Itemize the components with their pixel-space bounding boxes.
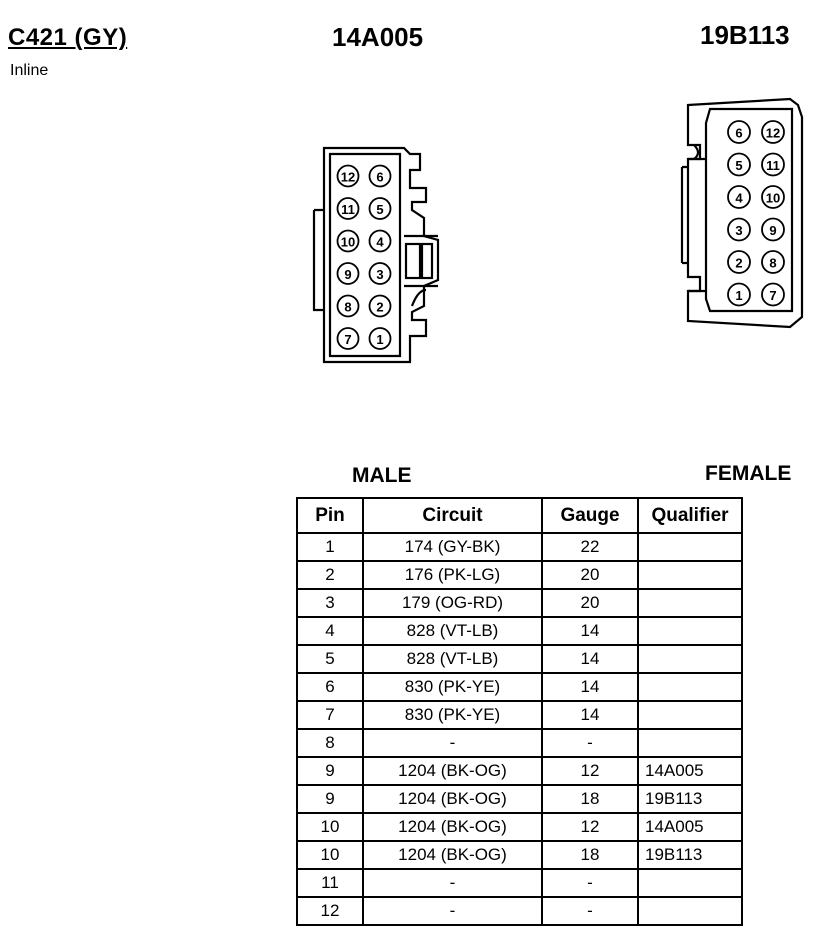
- circuit-cell: 828 (VT-LB): [363, 617, 542, 645]
- gauge-cell: 20: [542, 589, 638, 617]
- pin-cell: 10: [297, 841, 363, 869]
- qualifier-cell: 19B113: [638, 841, 742, 869]
- female-pin-label: 11: [766, 158, 780, 173]
- pin-cell: 11: [297, 869, 363, 897]
- table-header-row: [297, 498, 742, 533]
- male-pin-label: 8: [344, 299, 352, 315]
- female-pin-label: 9: [769, 223, 777, 238]
- header-qualifier: Qualifier: [638, 498, 742, 533]
- qualifier-cell: [638, 645, 742, 673]
- male-pin-5: [370, 198, 391, 219]
- circuit-cell: 830 (PK-YE): [363, 673, 542, 701]
- table-row: [297, 785, 742, 813]
- male-pin-10: [338, 231, 359, 252]
- male-pin-3: [370, 263, 391, 284]
- male-label: MALE: [352, 464, 412, 487]
- female-pin-label: 8: [769, 255, 777, 271]
- male-pin-label: 11: [341, 202, 355, 217]
- male-pin-label: 7: [344, 332, 352, 347]
- male-pin-label: 1: [376, 332, 384, 347]
- male-pin-label: 3: [376, 267, 384, 282]
- header-pin: Pin: [297, 498, 363, 533]
- female-pin-label: 1: [735, 288, 743, 303]
- table-row: [297, 841, 742, 869]
- part-number-female: 19B113: [700, 20, 790, 50]
- pin-cell: 2: [297, 561, 363, 589]
- male-pin-2: [370, 296, 391, 317]
- gauge-cell: 14: [542, 617, 638, 645]
- circuit-cell: 830 (PK-YE): [363, 701, 542, 729]
- qualifier-cell: [638, 897, 742, 925]
- table-row: [297, 869, 742, 897]
- qualifier-cell: 14A005: [638, 757, 742, 785]
- table-row: [297, 533, 742, 561]
- male-pin-7: [338, 328, 359, 349]
- gauge-cell: 12: [542, 813, 638, 841]
- male-pin-label: 4: [376, 234, 384, 250]
- gauge-cell: 18: [542, 785, 638, 813]
- pin-cell: 8: [297, 729, 363, 757]
- circuit-cell: 1204 (BK-OG): [363, 813, 542, 841]
- pinout-table: [296, 497, 743, 926]
- connector-id: C421 (GY): [8, 24, 128, 51]
- table-row: [297, 729, 742, 757]
- pin-cell: 5: [297, 645, 363, 673]
- female-pin-label: 4: [735, 190, 743, 206]
- pin-cell: 7: [297, 701, 363, 729]
- gauge-cell: 14: [542, 701, 638, 729]
- gauge-cell: -: [542, 869, 638, 897]
- male-pin-9: [338, 263, 359, 284]
- circuit-cell: -: [363, 897, 542, 925]
- pin-cell: 1: [297, 533, 363, 561]
- qualifier-cell: [638, 561, 742, 589]
- female-pin-11: [762, 154, 784, 176]
- circuit-cell: 1204 (BK-OG): [363, 785, 542, 813]
- gauge-cell: -: [542, 729, 638, 757]
- male-pin-4: [370, 231, 391, 252]
- circuit-cell: 1204 (BK-OG): [363, 757, 542, 785]
- circuit-cell: -: [363, 869, 542, 897]
- circuit-cell: 176 (PK-LG): [363, 561, 542, 589]
- table-row: [297, 645, 742, 673]
- gauge-cell: 14: [542, 673, 638, 701]
- female-pin-5: [728, 154, 750, 176]
- male-pin-label: 10: [340, 234, 356, 250]
- table-row: [297, 589, 742, 617]
- circuit-cell: 828 (VT-LB): [363, 645, 542, 673]
- pin-cell: 3: [297, 589, 363, 617]
- pin-cell: 9: [297, 757, 363, 785]
- female-pin-3: [728, 219, 750, 241]
- circuit-cell: -: [363, 729, 542, 757]
- female-pin-4: [728, 186, 750, 208]
- circuit-cell: 1204 (BK-OG): [363, 841, 542, 869]
- male-pin-12: [338, 166, 359, 187]
- header-gauge: Gauge: [542, 498, 638, 533]
- female-pin-6: [728, 121, 750, 143]
- circuit-cell: 179 (OG-RD): [363, 589, 542, 617]
- male-pin-6: [370, 166, 391, 187]
- gauge-cell: 18: [542, 841, 638, 869]
- gauge-cell: -: [542, 897, 638, 925]
- table-row: [297, 617, 742, 645]
- qualifier-cell: 14A005: [638, 813, 742, 841]
- male-connector-diagram: [300, 140, 450, 370]
- male-pin-1: [370, 328, 391, 349]
- gauge-cell: 22: [542, 533, 638, 561]
- table-row: [297, 813, 742, 841]
- qualifier-cell: 19B113: [638, 785, 742, 813]
- female-pin-1: [728, 284, 750, 306]
- pin-cell: 6: [297, 673, 363, 701]
- qualifier-cell: [638, 533, 742, 561]
- male-pin-label: 5: [376, 202, 384, 217]
- male-pin-label: 9: [344, 267, 352, 282]
- male-pin-11: [338, 198, 359, 219]
- male-pin-label: 2: [376, 299, 384, 315]
- pin-cell: 9: [297, 785, 363, 813]
- female-pin-label: 10: [765, 190, 781, 206]
- pin-cell: 12: [297, 897, 363, 925]
- header-circuit: Circuit: [363, 498, 542, 533]
- connector-type: Inline: [10, 62, 49, 79]
- female-pin-9: [762, 219, 784, 241]
- female-pin-label: 5: [735, 158, 743, 173]
- pin-cell: 4: [297, 617, 363, 645]
- table-row: [297, 897, 742, 925]
- circuit-cell: 174 (GY-BK): [363, 533, 542, 561]
- gauge-cell: 12: [542, 757, 638, 785]
- qualifier-cell: [638, 589, 742, 617]
- female-pin-10: [762, 186, 784, 208]
- qualifier-cell: [638, 869, 742, 897]
- male-pin-8: [338, 296, 359, 317]
- female-pin-7: [762, 284, 784, 306]
- female-pin-12: [762, 121, 784, 143]
- female-connector-diagram: [680, 95, 810, 335]
- female-pin-label: 2: [735, 255, 743, 271]
- gauge-cell: 20: [542, 561, 638, 589]
- qualifier-cell: [638, 729, 742, 757]
- qualifier-cell: [638, 673, 742, 701]
- female-label: FEMALE: [705, 462, 792, 485]
- pin-cell: 10: [297, 813, 363, 841]
- qualifier-cell: [638, 701, 742, 729]
- male-pin-label: 12: [340, 169, 356, 185]
- gauge-cell: 14: [542, 645, 638, 673]
- qualifier-cell: [638, 617, 742, 645]
- male-pin-label: 6: [376, 169, 384, 185]
- female-pin-label: 7: [769, 288, 777, 303]
- table-row: [297, 561, 742, 589]
- table-row: [297, 701, 742, 729]
- part-number-male: 14A005: [332, 22, 424, 52]
- table-row: [297, 757, 742, 785]
- female-pin-label: 3: [735, 223, 743, 238]
- female-pin-8: [762, 251, 784, 273]
- female-pin-label: 6: [735, 125, 743, 141]
- female-pin-label: 12: [765, 125, 781, 141]
- table-row: [297, 673, 742, 701]
- female-pin-2: [728, 251, 750, 273]
